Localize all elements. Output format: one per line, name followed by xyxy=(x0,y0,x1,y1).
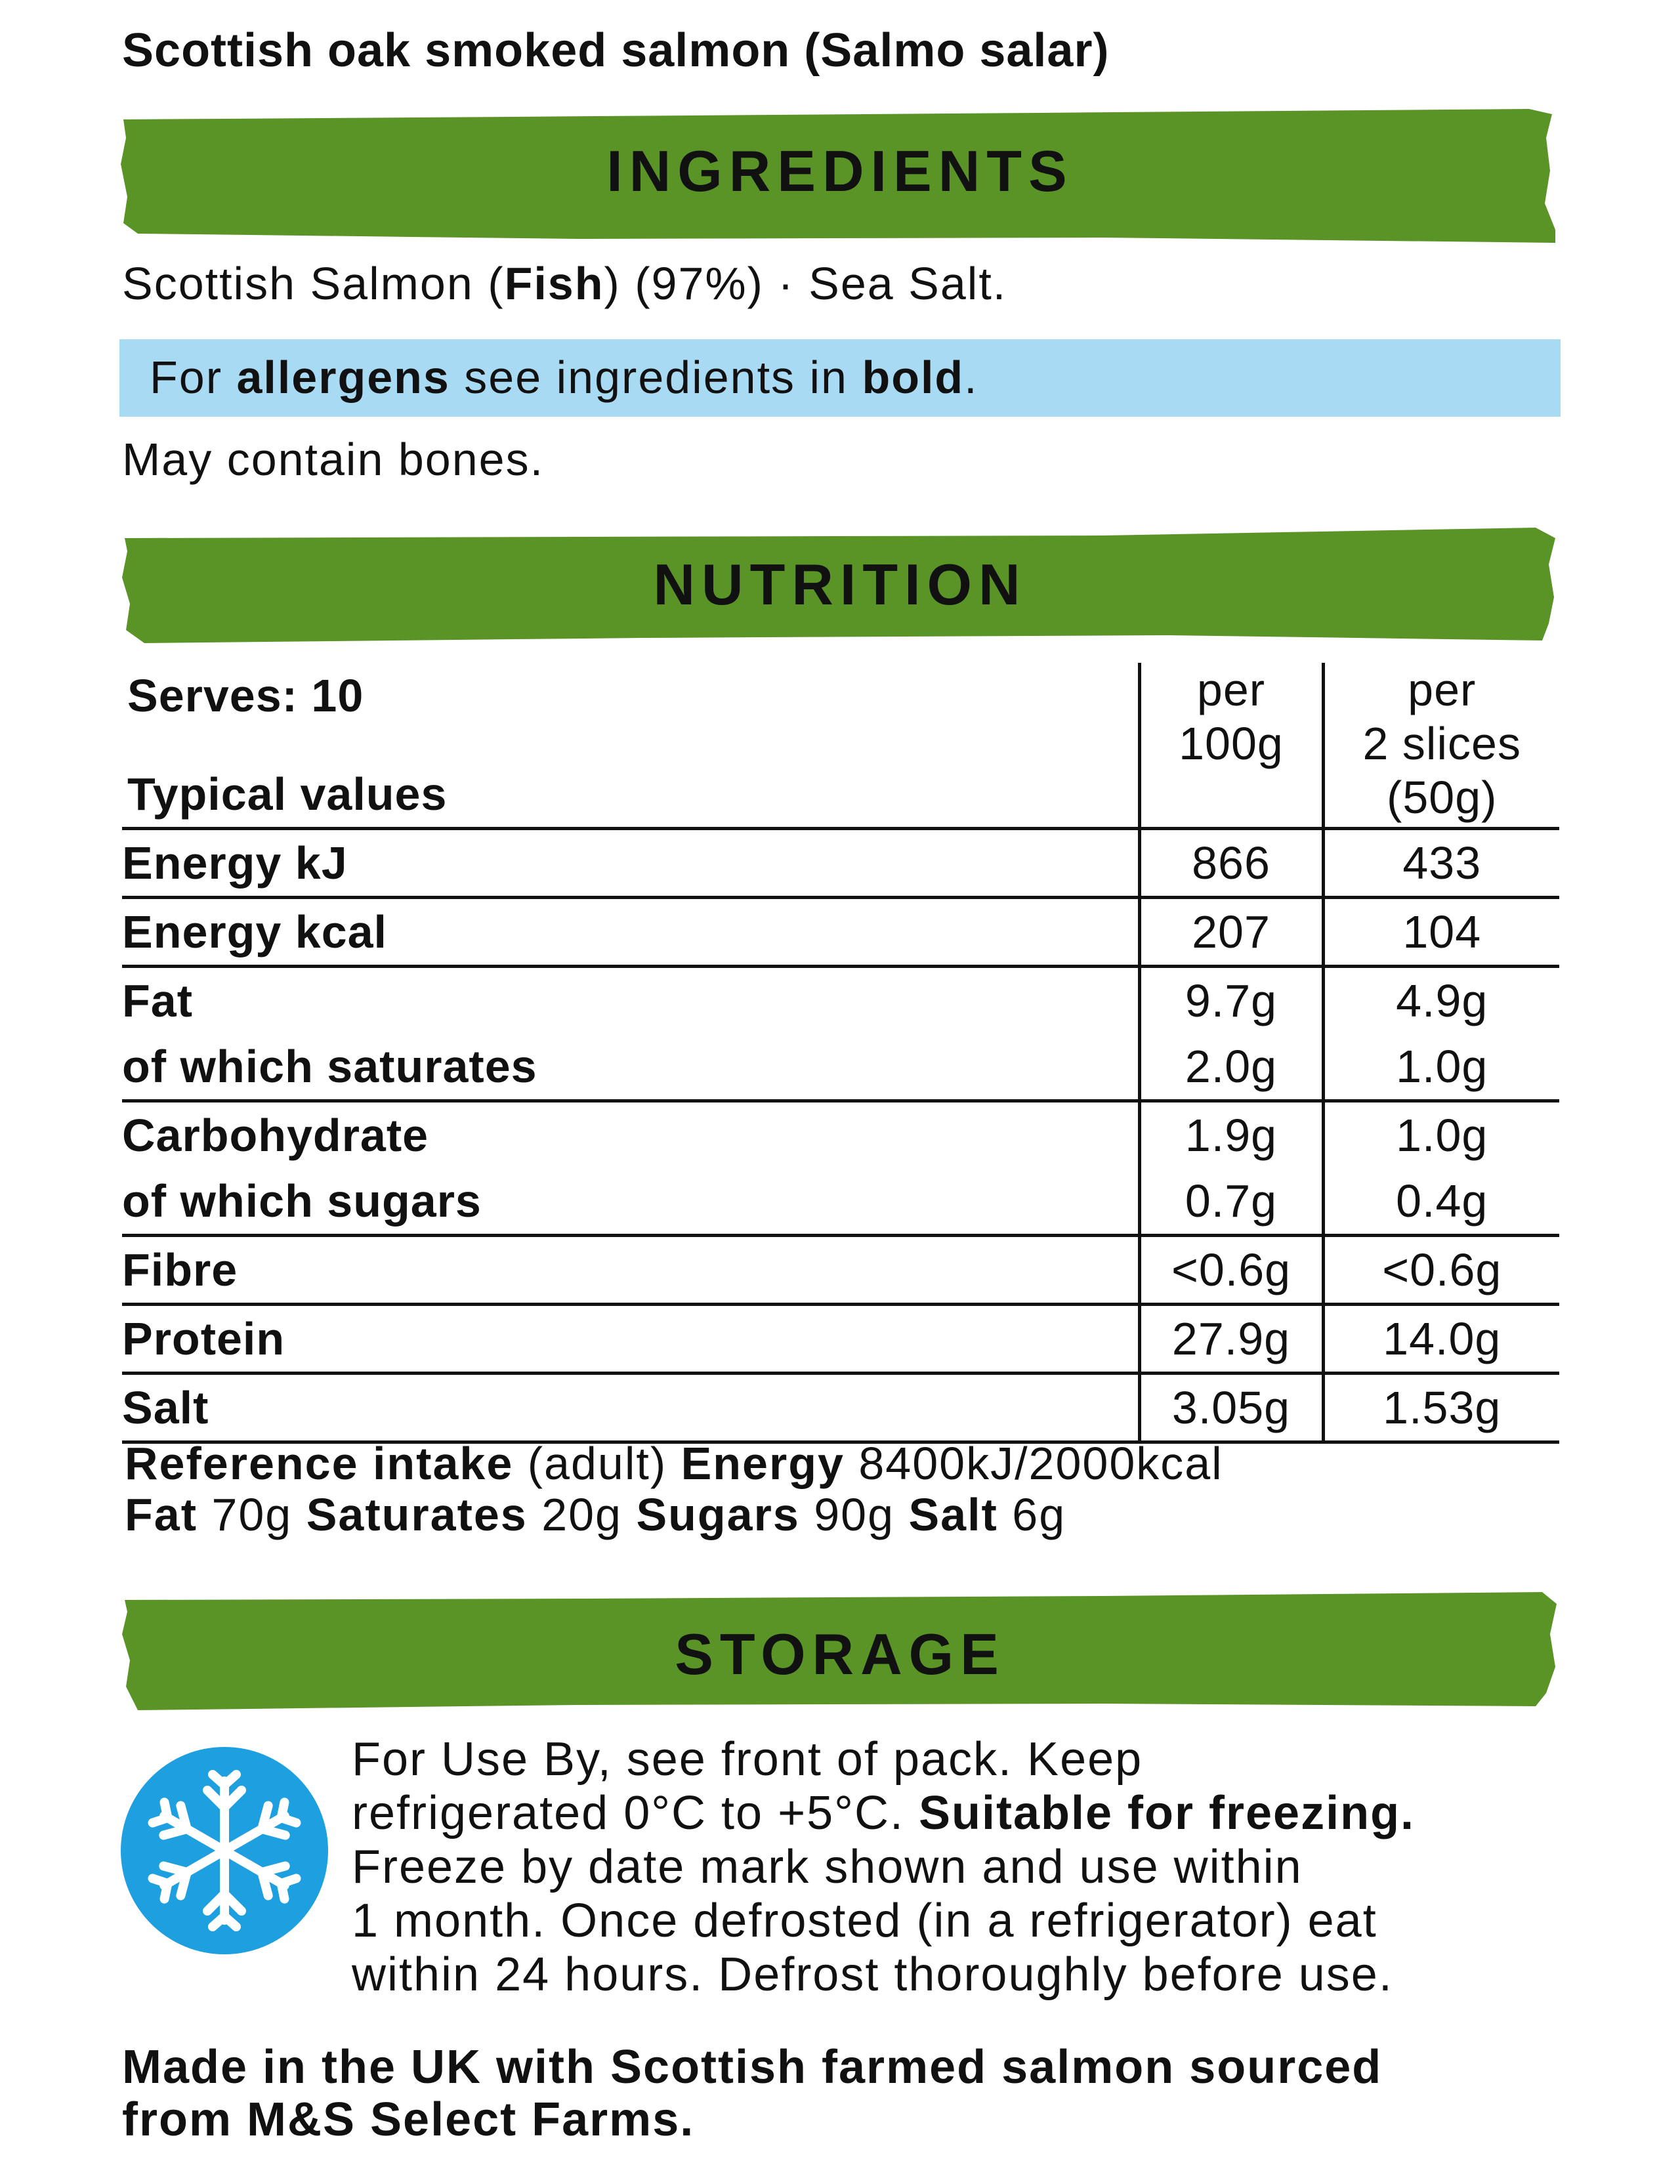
reference-intake-line1: Reference intake (adult) Energy 8400kJ/2000kcal xyxy=(125,1438,1223,1489)
storage-header-band xyxy=(118,1588,1562,1719)
value-per-serving: 4.9g xyxy=(1323,967,1559,1034)
nutrition-row xyxy=(122,1236,1559,1305)
value-per-100g: 2.0g xyxy=(1139,1034,1323,1101)
nutrition-heading: NUTRITION xyxy=(653,552,1027,617)
nutrition-row xyxy=(122,967,1559,1034)
storage-line: Freeze by date mark shown and use within xyxy=(352,1841,1303,1893)
bones-warning: May contain bones. xyxy=(122,434,545,485)
nutrition-row xyxy=(122,1168,1559,1236)
value-per-100g: 1.9g xyxy=(1139,1101,1323,1169)
value-per-100g: 866 xyxy=(1139,829,1323,898)
value-per-serving: 14.0g xyxy=(1323,1305,1559,1374)
col-per-serving-header: per 2 slices (50g) xyxy=(1323,663,1559,829)
value-per-100g: 27.9g xyxy=(1139,1305,1323,1374)
storage-heading: STORAGE xyxy=(675,1622,1005,1687)
allergen-advice: For allergens see ingredients in bold. xyxy=(150,352,978,403)
value-per-serving: 433 xyxy=(1323,829,1559,898)
row-label: of which saturates xyxy=(122,1034,1139,1101)
origin-statement: Made in the UK with Scottish farmed salmon sourced from M&S Select Farms. xyxy=(122,2041,1383,2146)
row-label: Energy kJ xyxy=(122,829,1139,898)
nutrition-row xyxy=(122,1034,1559,1101)
storage-instructions xyxy=(352,1732,1415,2002)
storage-line: refrigerated 0°C to +5°C. Suitable for freezing. xyxy=(352,1787,1416,1839)
value-per-100g: <0.6g xyxy=(1139,1236,1323,1305)
row-label: Carbohydrate xyxy=(122,1110,429,1161)
nutrition-header-band xyxy=(118,525,1562,656)
row-label: Salt xyxy=(122,1374,1139,1442)
nutrition-header-labels xyxy=(122,663,1139,829)
row-label: Energy kcal xyxy=(122,898,1139,967)
row-label: Fibre xyxy=(122,1236,1139,1305)
typical-values-label: Typical values xyxy=(127,768,448,820)
value-per-100g: 9.7g xyxy=(1139,967,1323,1034)
ingredients-list: Scottish Salmon (Fish) (97%) · Sea Salt. xyxy=(122,258,1007,309)
nutrition-header-row xyxy=(122,663,1559,829)
col-per-100g-header: per 100g xyxy=(1139,663,1323,829)
row-label: of which sugars xyxy=(122,1168,1139,1236)
value-per-100g: 207 xyxy=(1139,898,1323,967)
value-per-serving: 1.53g xyxy=(1323,1374,1559,1442)
value-per-serving: 0.4g xyxy=(1323,1168,1559,1236)
reference-intake-line2: Fat 70g Saturates 20g Sugars 90g Salt 6g xyxy=(125,1489,1066,1540)
storage-line: For Use By, see front of pack. Keep xyxy=(352,1733,1143,1786)
allergen-fish: Fish xyxy=(504,258,604,309)
serves: Serves: 10 xyxy=(127,670,364,721)
nutrition-row xyxy=(122,829,1559,898)
product-title: Scottish oak smoked salmon (Salmo salar) xyxy=(122,24,1110,77)
nutrition-row xyxy=(122,1101,1559,1169)
row-label: Fat xyxy=(122,975,193,1026)
storage-line: 1 month. Once defrosted (in a refrigerator) eat xyxy=(352,1895,1377,1947)
row-label: Protein xyxy=(122,1305,1139,1374)
snowflake-icon xyxy=(121,1747,328,1954)
value-per-100g: 3.05g xyxy=(1139,1374,1323,1442)
nutrition-table xyxy=(122,663,1559,1444)
value-per-serving: <0.6g xyxy=(1323,1236,1559,1305)
ingredients-heading: INGREDIENTS xyxy=(606,138,1074,203)
value-per-100g: 0.7g xyxy=(1139,1168,1323,1236)
nutrition-row xyxy=(122,1305,1559,1374)
nutrition-row xyxy=(122,1374,1559,1442)
ingredients-header-band xyxy=(118,105,1562,249)
value-per-serving: 1.0g xyxy=(1323,1101,1559,1169)
storage-line: within 24 hours. Defrost thoroughly before use. xyxy=(352,1948,1393,2001)
value-per-serving: 1.0g xyxy=(1323,1034,1559,1101)
nutrition-row xyxy=(122,898,1559,967)
value-per-serving: 104 xyxy=(1323,898,1559,967)
